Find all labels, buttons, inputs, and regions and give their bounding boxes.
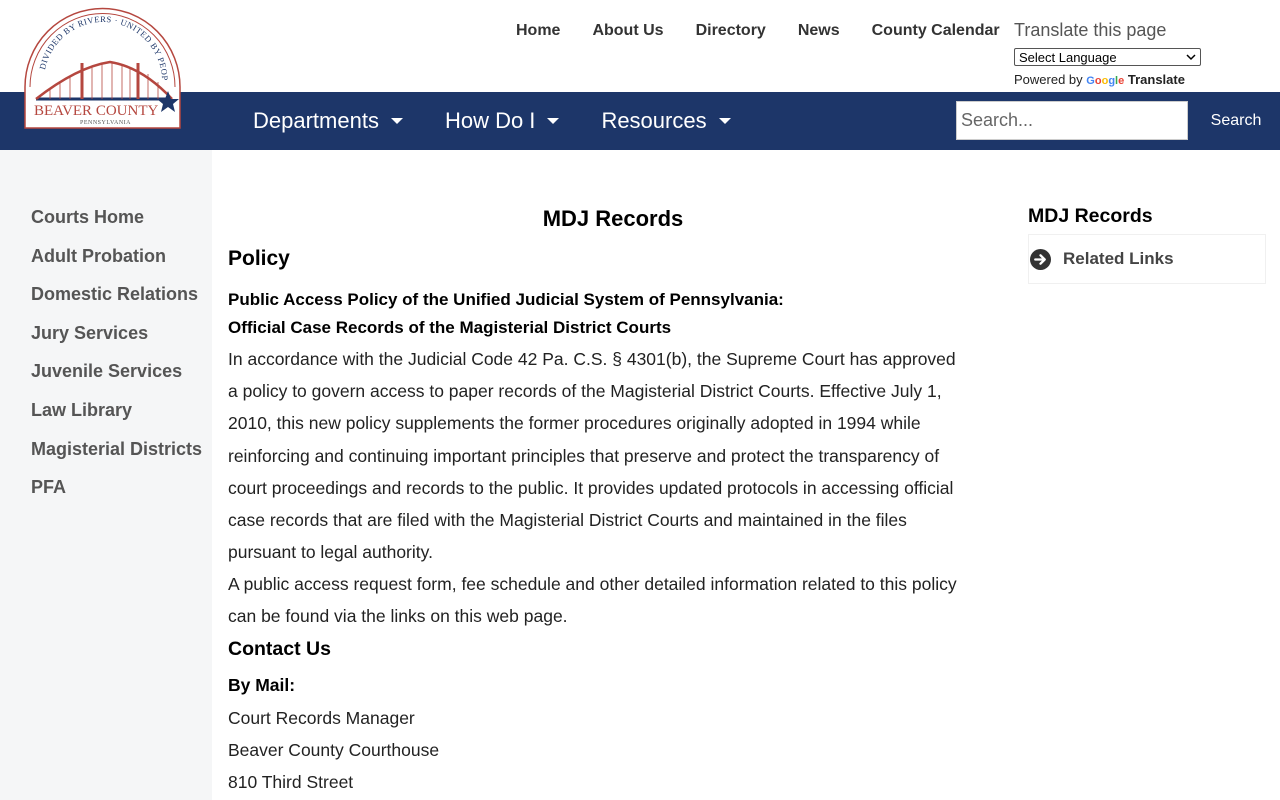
- menu-resources-label: Resources: [601, 108, 707, 133]
- address-line: Court Records Manager: [228, 708, 415, 728]
- top-nav-directory[interactable]: Directory: [695, 22, 766, 39]
- caret-down-icon: [391, 118, 403, 124]
- menu-departments-label: Departments: [253, 108, 379, 133]
- search-button[interactable]: Search: [1196, 101, 1276, 140]
- sidebar-item-pfa[interactable]: PFA: [31, 477, 67, 497]
- logo-motto: DIVIDED BY RIVERS · UNITED BY PEOP: [37, 13, 171, 82]
- top-nav-news[interactable]: News: [797, 22, 840, 39]
- caret-down-icon: [547, 118, 559, 124]
- menu-resources[interactable]: [601, 108, 730, 134]
- policy-heading: Policy: [228, 247, 290, 270]
- sidebar-item-jury-services[interactable]: Jury Services: [31, 323, 149, 343]
- menu-how-do-i-label: How Do I: [444, 108, 536, 133]
- related-links-item[interactable]: [1028, 234, 1266, 284]
- language-select[interactable]: [1014, 48, 1201, 66]
- links-paragraph: [228, 568, 998, 632]
- policy-subheading-line: Public Access Policy of the Unified Judicial System of Pennsylvania:: [228, 290, 784, 309]
- translate-widget: [1014, 19, 1214, 89]
- paragraph-line: case records that are filed with the Magisterial District Courts and maintained in the files: [228, 510, 907, 531]
- paragraph-line: pursuant to legal authority.: [228, 542, 433, 563]
- sidebar-item-courts-home[interactable]: Courts Home: [31, 207, 145, 227]
- main-nav: [0, 92, 1280, 150]
- google-logo[interactable]: Google: [1086, 75, 1125, 87]
- page-title: MDJ Records: [542, 206, 684, 231]
- policy-subheading: [228, 286, 784, 342]
- paragraph-line: reinforcing and continuing important principles that preserve and protect the transparency of: [228, 445, 940, 466]
- address-line: 810 Third Street: [228, 772, 354, 792]
- sidebar-item-magisterial-districts[interactable]: Magisterial Districts: [31, 439, 203, 459]
- search-input[interactable]: [956, 101, 1188, 140]
- sidebar-item-domestic-relations[interactable]: Domestic Relations: [31, 284, 199, 304]
- top-nav-county-calendar[interactable]: County Calendar: [871, 22, 1000, 39]
- top-nav-about-us[interactable]: About Us: [592, 22, 664, 39]
- beaver-county-logo[interactable]: [22, 7, 183, 130]
- sidebar-item-adult-probation[interactable]: Adult Probation: [31, 246, 166, 266]
- translate-link[interactable]: Translate: [1127, 72, 1185, 87]
- caret-down-icon: [719, 118, 731, 124]
- menu-departments[interactable]: [253, 108, 403, 134]
- paragraph-line: court proceedings and records to the public. It provides updated protocols in accessing official: [228, 477, 954, 498]
- paragraph-line: can be found via the links on this web page.: [228, 606, 568, 627]
- sidebar-item-law-library[interactable]: Law Library: [31, 400, 133, 420]
- chevron-down-icon: [1186, 53, 1196, 61]
- right-sidebar-title: MDJ Records: [1028, 205, 1153, 227]
- menu-how-do-i[interactable]: [445, 108, 559, 134]
- courts-sidebar: [0, 150, 212, 800]
- paragraph-line: A public access request form, fee schedule and other detailed information related to this policy: [228, 574, 957, 594]
- related-links-label: Related Links: [1063, 249, 1174, 268]
- powered-by-label: Powered by: [1014, 72, 1083, 87]
- language-select-value: Select Language: [1019, 49, 1117, 65]
- contact-heading: Contact Us: [228, 638, 331, 660]
- paragraph-line: In accordance with the Judicial Code 42 Pa. C.S. § 4301(b), the Supreme Court has approved: [228, 349, 956, 369]
- logo-state: PENNSYLVANIA: [80, 120, 132, 126]
- translate-label: Translate this page: [1014, 20, 1167, 40]
- policy-paragraph: [228, 343, 998, 568]
- address-line: Beaver County Courthouse: [228, 740, 440, 760]
- by-mail-label: By Mail:: [228, 675, 296, 695]
- paragraph-line: 2010, this new policy supplements the former procedures originally adopted in 1994 while: [228, 413, 921, 434]
- powered-by: [1014, 72, 1214, 89]
- top-nav-home[interactable]: Home: [516, 22, 561, 39]
- sidebar-item-juvenile-services[interactable]: Juvenile Services: [31, 361, 183, 381]
- logo-name: BEAVER COUNTY: [34, 103, 159, 119]
- arrow-circle-right-icon: [1030, 249, 1051, 270]
- policy-subheading-line: Official Case Records of the Magisterial District Courts: [228, 318, 672, 337]
- top-nav: [500, 21, 1016, 41]
- paragraph-line: a policy to govern access to paper records of the Magisterial District Courts. Effective July 1,: [228, 381, 942, 402]
